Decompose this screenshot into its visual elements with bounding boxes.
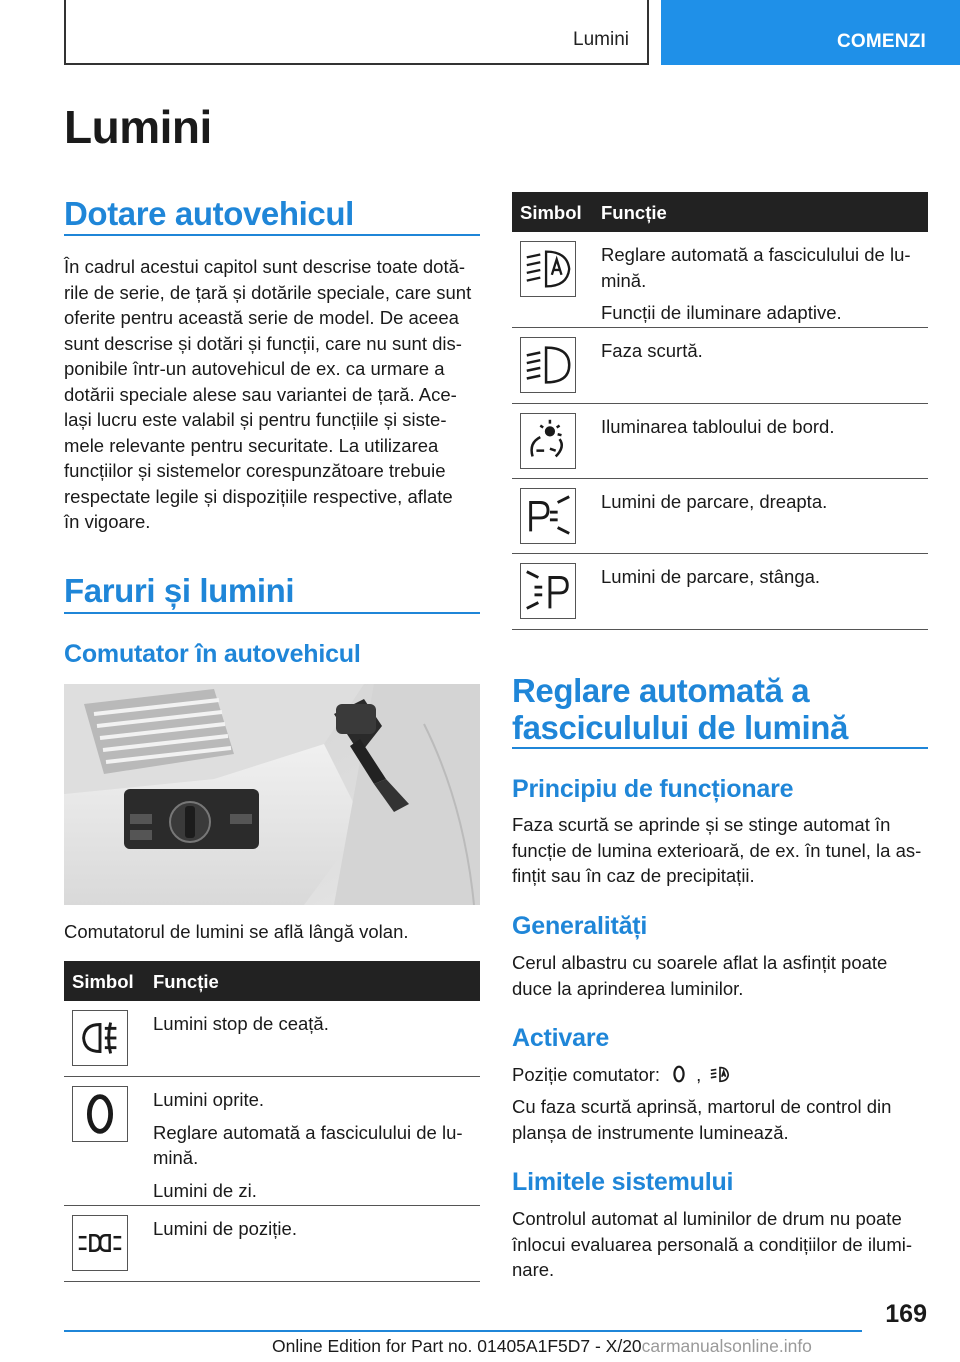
text-line: fințit sau în caz de precipitații.	[512, 865, 755, 886]
function-text: Lumini de parcare, dreapta.	[601, 491, 828, 512]
text-line: duce la aprinderea luminilor.	[512, 977, 744, 999]
function-cell	[153, 1011, 474, 1037]
table-header	[64, 961, 480, 1001]
symbol-table-left	[64, 961, 480, 1282]
text-line: dotării speciale alese sau variantei de țară. Ace-	[64, 383, 457, 405]
function-cell	[601, 338, 922, 364]
text-line: ponibile într-un autovehicul de ex. ca urmare a	[64, 358, 445, 379]
function-text: Faza scurtă.	[601, 340, 703, 361]
text-line: în vigoare.	[64, 511, 151, 532]
function-text: Lumini stop de ceață.	[153, 1013, 329, 1034]
heading-reglare-line2: fasciculului de lumină	[512, 709, 848, 746]
heading-rule	[64, 234, 480, 236]
function-text: Iluminarea tabloului de bord.	[601, 416, 835, 437]
text-line: înlocui evaluarea personală a condițiilor de ilumi-	[512, 1233, 913, 1255]
function-text: Lumini de parcare, stânga.	[601, 566, 821, 587]
table-row	[512, 328, 928, 404]
limitele-paragraph	[512, 1206, 932, 1283]
heading-faruri: Faruri și lumini	[64, 572, 295, 609]
text-line: nare.	[512, 1259, 555, 1280]
page-title: Lumini	[64, 101, 212, 153]
lights-off-icon	[668, 1063, 690, 1085]
text-line: funcție de lumina exterioară, de ex. în tunel, la as-	[512, 839, 922, 861]
function-cell	[601, 242, 922, 326]
function-cell	[601, 564, 922, 590]
function-cell	[601, 489, 922, 515]
heading-generalitati: Generalități	[512, 912, 648, 940]
page-number: 169	[885, 1300, 927, 1328]
principiu-paragraph	[512, 812, 932, 889]
heading-dotare: Dotare autovehicul	[64, 195, 354, 232]
col-function: Funcție	[153, 971, 219, 992]
col-symbol: Simbol	[72, 971, 134, 992]
table-row	[512, 554, 928, 630]
dashboard-illumination-icon	[520, 413, 576, 469]
lights-off-icon	[72, 1086, 128, 1142]
text-line: respectate legile și dispozițiile respective, aflate	[64, 485, 453, 507]
text-line: Controlul automat al luminilor de drum nu poate	[512, 1208, 902, 1229]
text-line: Cerul albastru cu soarele aflat la asfințit poate	[512, 952, 888, 973]
text-line: Cu faza scurtă aprinsă, martorul de control din	[512, 1096, 892, 1117]
light-switch-photo	[64, 684, 480, 905]
position-label: Poziție comutator:	[512, 1064, 661, 1085]
heading-rule	[512, 747, 928, 749]
text-line: lași lucru este valabil și pentru funcțiile și siste-	[64, 409, 447, 430]
function-cell	[153, 1216, 474, 1242]
fog-light-rear-icon	[72, 1010, 128, 1066]
switch-caption: Comutatorul de lumini se află lângă volan.	[64, 921, 409, 942]
function-text: Reglare automată a fasciculului de lu- mină.	[153, 1121, 463, 1168]
low-beam-icon	[520, 337, 576, 393]
function-text: Lumini de zi.	[153, 1179, 257, 1201]
heading-principiu: Principiu de funcționare	[512, 775, 794, 803]
heading-reglare-line1: Reglare automată a	[512, 672, 810, 709]
parking-left-icon	[520, 563, 576, 619]
watermark: carmanualsonline.info	[641, 1336, 812, 1356]
function-text: Lumini de poziție.	[153, 1218, 297, 1239]
text-line: În cadrul acestui capitol sunt descrise toate dotă-	[64, 256, 466, 277]
function-text: Lumini oprite.	[153, 1089, 265, 1110]
parking-lights-icon	[72, 1215, 128, 1271]
text-line: rile de serie, de țară și dotările speciale, care sunt	[64, 281, 472, 303]
heading-activare: Activare	[512, 1024, 610, 1052]
table-header	[512, 192, 928, 232]
header-chapter-label: COMENZI	[836, 31, 926, 52]
header-chapter-tab[interactable]	[661, 0, 960, 65]
col-symbol: Simbol	[520, 202, 582, 223]
auto-headlight-icon	[709, 1063, 731, 1085]
function-text: Reglare automată a fasciculului de lu- mină.	[601, 244, 911, 291]
parking-right-icon	[520, 488, 576, 544]
col-function: Funcție	[601, 202, 667, 223]
auto-headlight-icon	[520, 241, 576, 297]
header-section-title: Lumini	[573, 29, 629, 50]
symbol-table-right	[512, 192, 928, 630]
table-row	[64, 1001, 480, 1077]
function-cell	[601, 414, 922, 440]
activare-position-line	[512, 1062, 932, 1088]
generalitati-paragraph	[512, 950, 932, 1001]
position-separator: ,	[696, 1064, 702, 1085]
table-row	[512, 232, 928, 328]
text-line: sunt descrise și dotări și funcții, care nu sunt dis-	[64, 332, 462, 354]
text-line: funcțiilor și sistemelor corespunzătoare trebuie	[64, 460, 446, 481]
table-row	[64, 1077, 480, 1206]
text-line: Faza scurtă se aprinde și se stinge automat în	[512, 814, 891, 835]
text-line: oferite pentru această serie de model. De aceea	[64, 307, 459, 328]
table-row	[512, 404, 928, 479]
activare-paragraph	[512, 1094, 932, 1145]
text-line: planșa de instrumente luminează.	[512, 1121, 789, 1143]
heading-reglare	[512, 672, 848, 746]
footer-edition	[272, 1336, 812, 1357]
dotare-paragraph	[64, 254, 484, 535]
function-text: Funcții de iluminare adaptive.	[601, 302, 842, 323]
heading-limitele: Limitele sistemului	[512, 1168, 734, 1196]
text-line: mele relevante pentru securitate. La utilizarea	[64, 434, 439, 456]
heading-comutator: Comutator în autovehicul	[64, 640, 361, 668]
footer-rule	[64, 1330, 862, 1332]
footer-edition-text: Online Edition for Part no. 01405A1F5D7 - X/20	[272, 1336, 642, 1356]
heading-rule	[64, 612, 480, 614]
header-section-box	[64, 0, 649, 65]
table-row	[64, 1206, 480, 1282]
function-cell	[153, 1087, 474, 1203]
table-row	[512, 479, 928, 554]
